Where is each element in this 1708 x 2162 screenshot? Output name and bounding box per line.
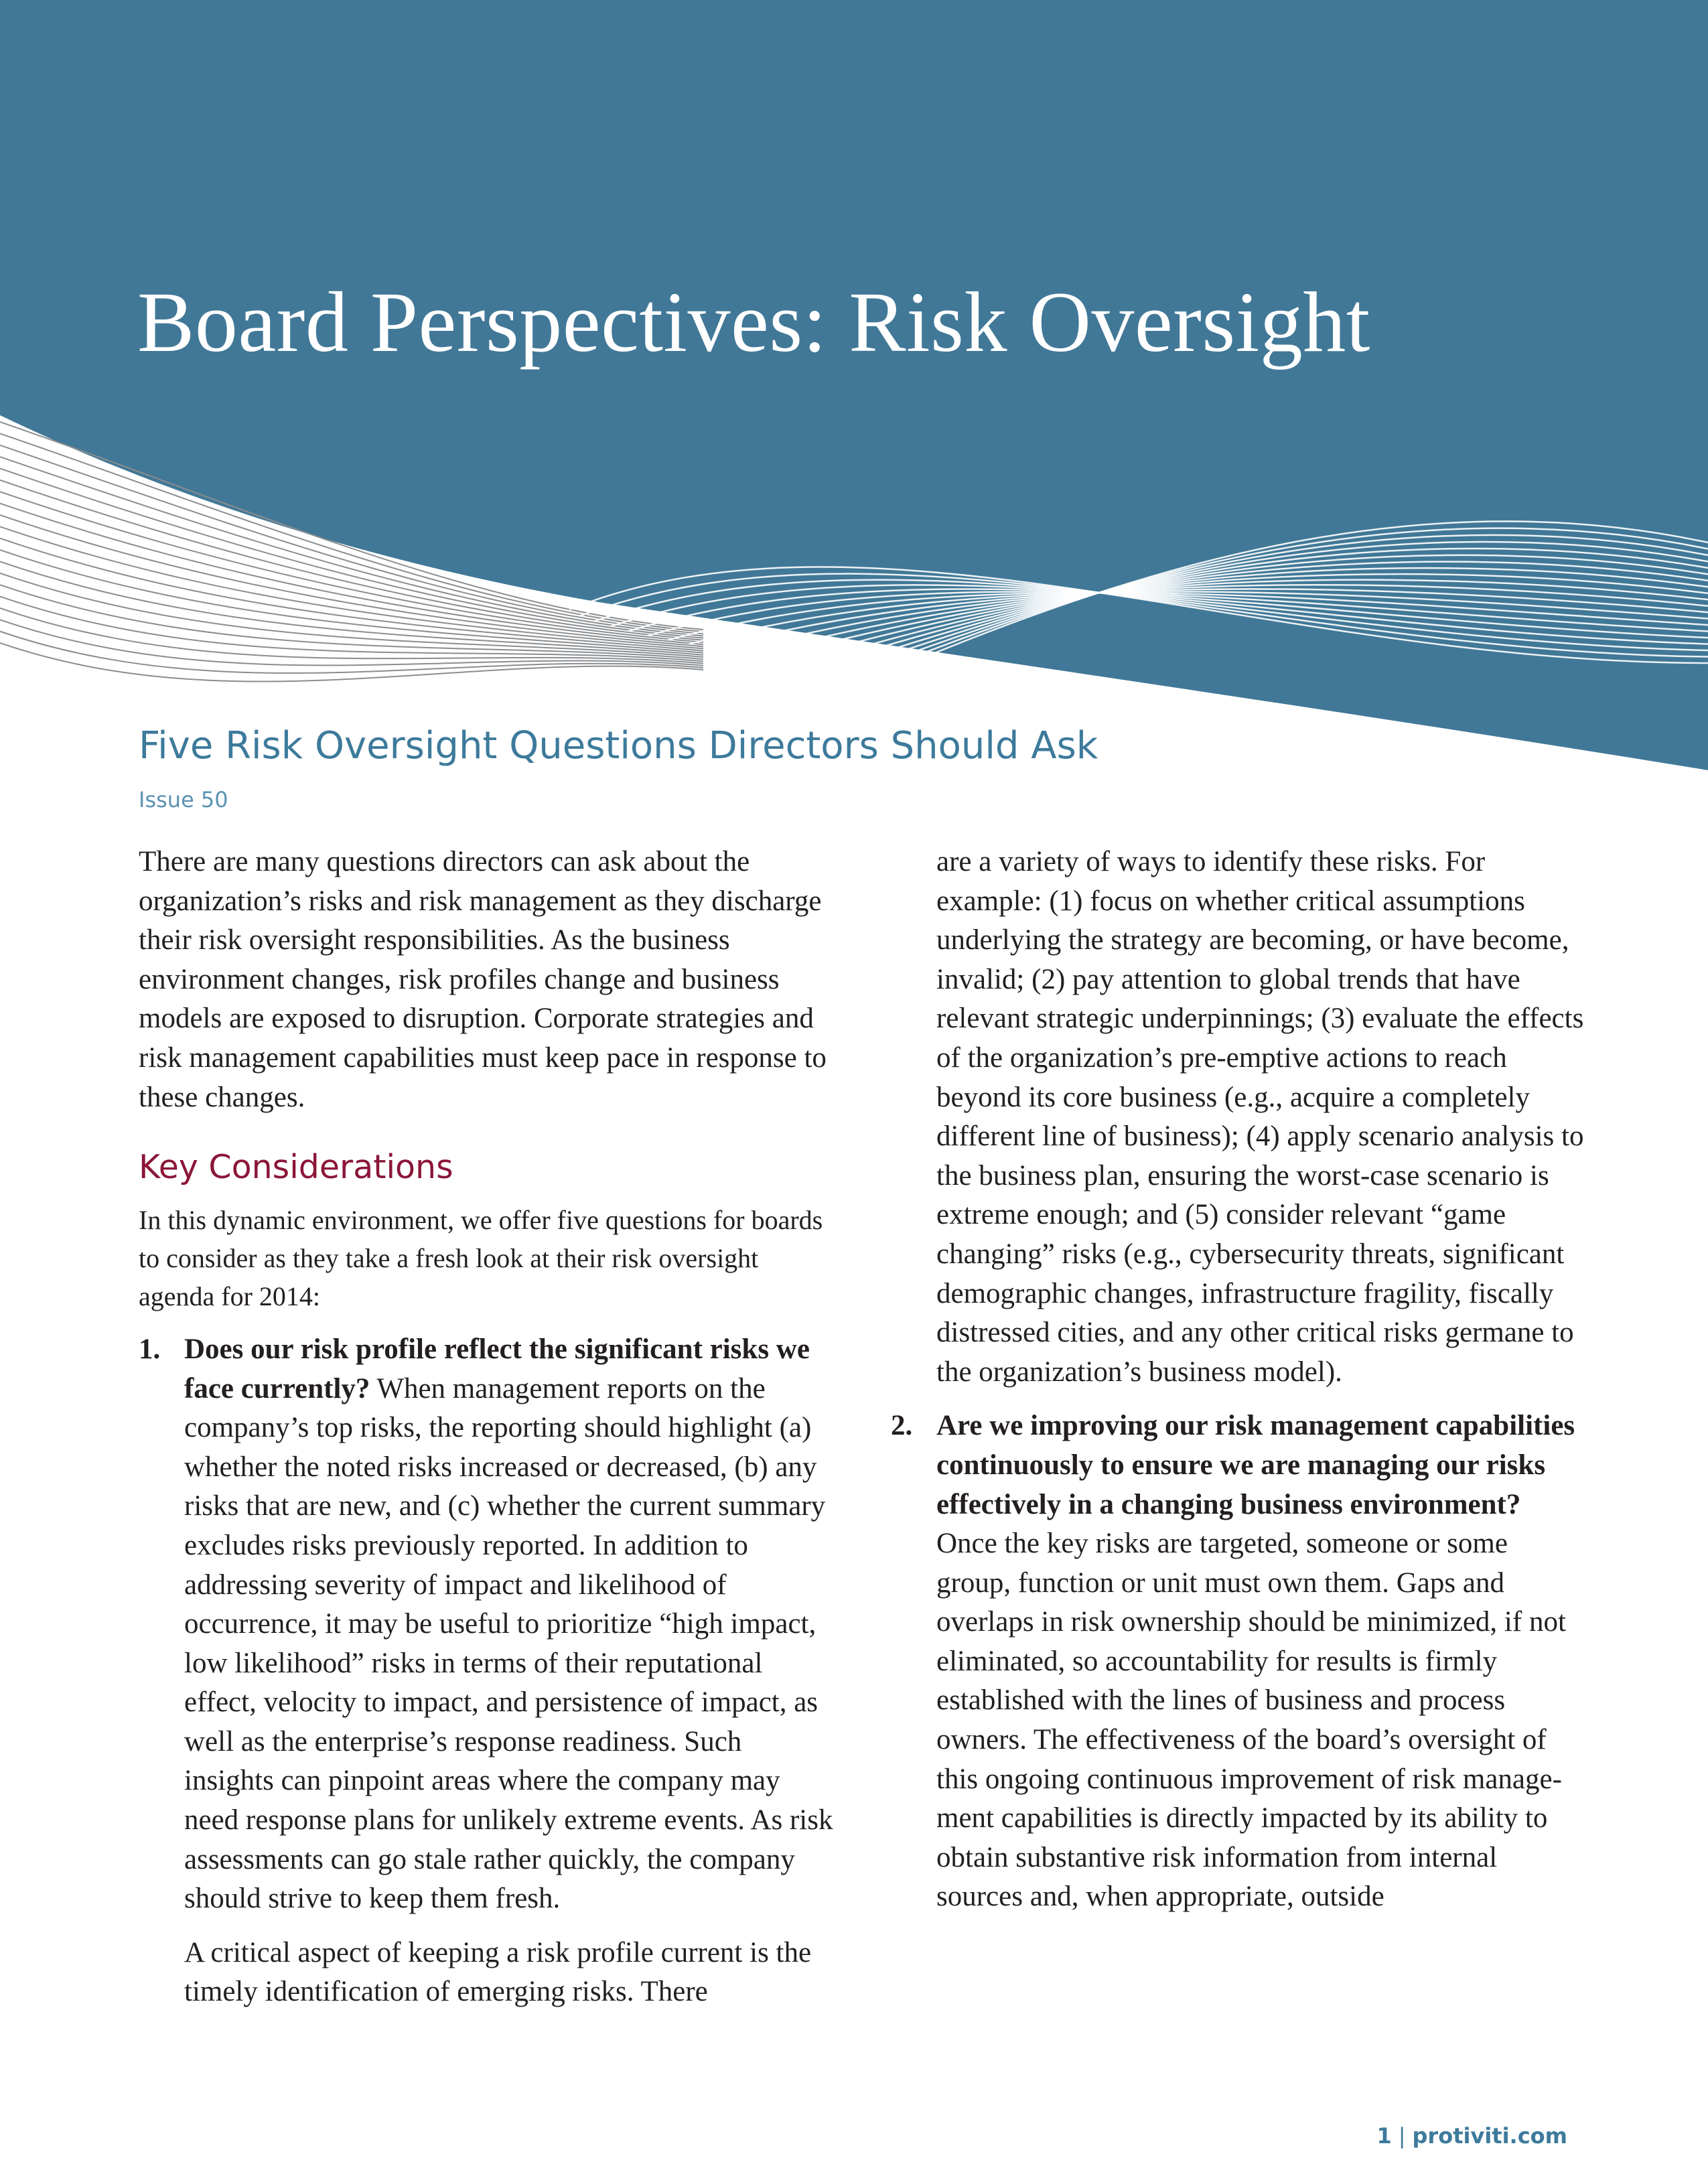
- article-title: Five Risk Oversight Questions Directors Should Ask: [139, 724, 1098, 768]
- question-text: Does our risk profile reflect the significant risks we face currently?: [184, 1333, 810, 1404]
- left-column: [139, 843, 835, 2012]
- right-column: [891, 843, 1587, 1917]
- footer-separator: |: [1398, 2123, 1406, 2149]
- question-text: Are we improving our risk management capabilities continuously to ensure we are managing our risks effectively in a changing business environment?: [936, 1410, 1575, 1520]
- intro-paragraph: There are many questions directors can ask about the organization’s risks and risk management as they discharge their risk oversight responsibilities. As the business environment changes, risk profiles change and business models are exposed to disruption. Corporate strategies and risk management capabilities must keep pace in response to these changes.: [139, 846, 827, 1113]
- question-2: [891, 1407, 1587, 1917]
- question-1-continuation: A critical aspect of keeping a risk profile current is the timely identification of emerging risks. There: [184, 1936, 812, 2008]
- page-footer: [1376, 2123, 1567, 2149]
- question-number: 2.: [891, 1410, 913, 1442]
- header-banner: [0, 0, 1708, 797]
- issue-number: Issue 50: [139, 787, 228, 812]
- page-title: Board Perspectives: Risk Oversight: [137, 275, 1370, 370]
- question-1: [139, 1330, 835, 1919]
- question-body: Once the key risks are targeted, someone or some group, function or unit must own them. Gaps and overlaps in risk ownership should be minimized, if not eliminated, so accountability for results is firmly established with the lines of business and process owners. The effectiveness of the board’s oversight of this ongoing continuous improvement of risk management capabilities is directly impacted by its ability to obtain substantive risk information from internal sources and, when appropriate, outside: [936, 1528, 1566, 1913]
- question-number: 1.: [139, 1333, 161, 1365]
- question-body: When management reports on the company’s top risks, the reporting should highlight (a) whether the noted risks increased or decreased, (b) any risks that are new, and (c) whether the current summary excludes risks previously reported. In addition to addressing severity of impact and likelihood of occurrence, it may be useful to prioritize “high impact, low likelihood” risks in terms of their reputational effect, velocity to impact, and persistence of impact, as well as the enterprise’s response readiness. Such insights can pinpoint areas where the company may need response plans for unlikely extreme events. As risk assessments can go stale rather quickly, the company should strive to keep them fresh.: [184, 1372, 833, 1915]
- footer-site-link[interactable]: protiviti.com: [1412, 2123, 1567, 2149]
- section-heading-key-considerations: Key Considerations: [139, 1148, 453, 1187]
- question-1-continuation-right: are a variety of ways to identify these risks. For example: (1) focus on whether critical assumptions underlying the strategy are becoming, or have become, invalid; (2) pay attention to global trends that have relevant strategic underpinnings; (3) evaluate the effects of the organization’s pre-emptive actions to reach beyond its core business (e.g., acquire a completely different line of business); (4) apply scenario analysis to the business plan, ensuring the worst-case scenario is extreme enough; and (5) consider relevant “game changing” risks (e.g., cybersecurity threats, significant demographic changes, infrastructure fragility, fiscally distressed cities, and any other critical risks germane to the organization’s business model).: [936, 846, 1584, 1388]
- key-considerations-lead: In this dynamic environment, we offer five questions for boards to consider as they take a fresh look at their risk oversight agenda for 2014:: [139, 1204, 823, 1311]
- page-number: 1: [1376, 2123, 1392, 2149]
